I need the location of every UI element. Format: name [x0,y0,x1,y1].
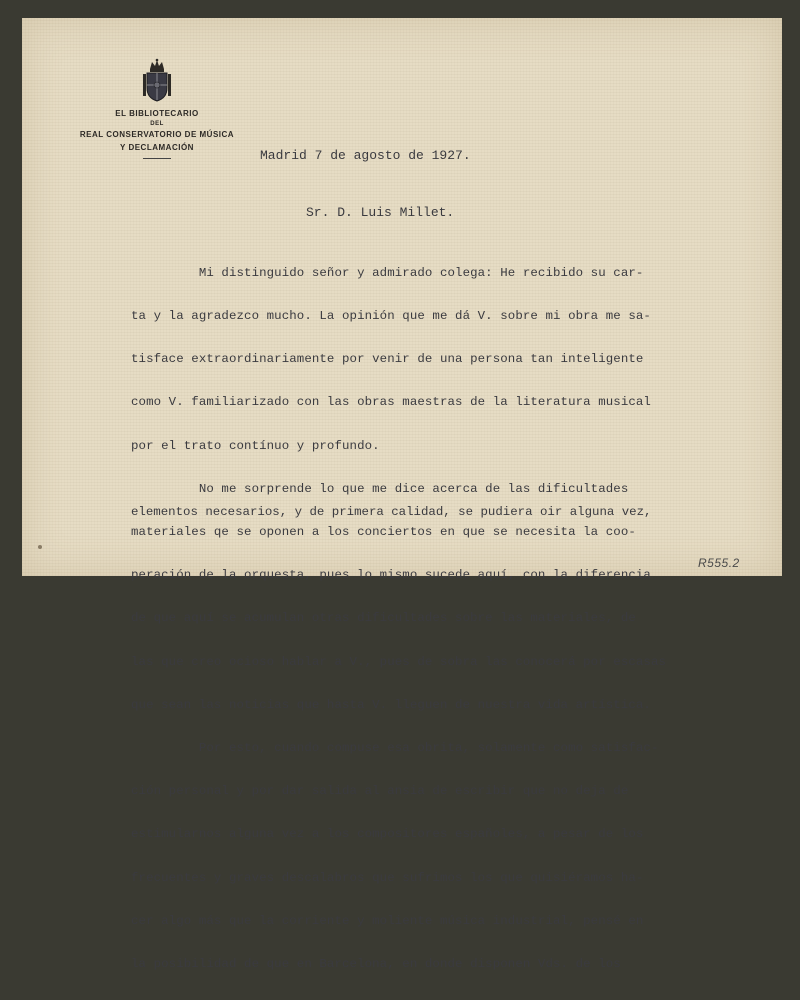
body-line: peración de la orquesta, pues lo mismo sucede aquí, con la diferencia [131,568,651,583]
body-line: tisface extraordinariamente por venir de una persona tan inteligente [131,352,644,367]
body-line: Mi distinguido señor y admirado colega: He recibido su car- [131,265,644,280]
letter-sheet [22,18,782,972]
body-line: la posibilidad de que en Barcelona, en donde disponen Vds. de los [131,957,621,972]
date-line: Madrid 7 de agosto de 1927. [260,148,471,163]
body-last-line: elementos necesarios, y de primera calidad, se pudiera oir alguna vez, [131,505,652,519]
body-line: las que creo ocioso hablar a V., pues de sobra las conocerá por escasas [131,654,667,669]
body-line: estimularnos alguna vez a los compositores españoles, a pesar de los [131,827,644,842]
body-line: como V. familiarizado con las obras maestras de la literatura musical [131,395,651,410]
body-line: por el trato contínuo y profundo. [131,438,380,453]
letterhead-institution: REAL CONSERVATORIO DE MÚSICA [79,130,235,139]
letter-body [131,237,666,1000]
body-line: de que aquí se acumulan otras dificultades sobre las materiales, de [131,611,636,626]
body-line: materiales qe se oponen a los conciertos en que se necesita la coo- [131,525,636,540]
body-line: cer algo más que la corriente y moliente música industrial, pensé en [131,913,644,928]
letterhead-title: EL BIBLIOTECARIO [115,109,199,118]
salutation: Sr. D. Luis Millet. [306,205,455,220]
body-line: Por esto, cuando compuse esa obrita, solamente como satisfac- [131,741,659,756]
body-line: que sean las noticias que hasta V. lleguen de nuestra vida artística. [131,697,651,712]
archive-reference-mark: R555.2 [698,556,740,570]
body-line: ta y la agradezco mucho. La opinión que me dá V. sobre mi obra me sa- [131,309,651,324]
letterhead [62,58,252,159]
paper-speck [38,545,42,549]
letterhead-subtitle: Y DECLAMACIÓN [120,143,194,152]
body-line: ción personal y por dar salida al ansia de escribir que no deja de [131,784,629,799]
letterhead-del: DEL [150,121,164,127]
body-line: No me sorprende lo que me dice acerca de las dificultades [131,481,629,496]
royal-crest-icon [62,58,252,104]
body-line: frecuentes y graves descalabros que sufrimos los que quisiéramos ha- [131,870,644,885]
letterhead-divider [143,158,171,159]
